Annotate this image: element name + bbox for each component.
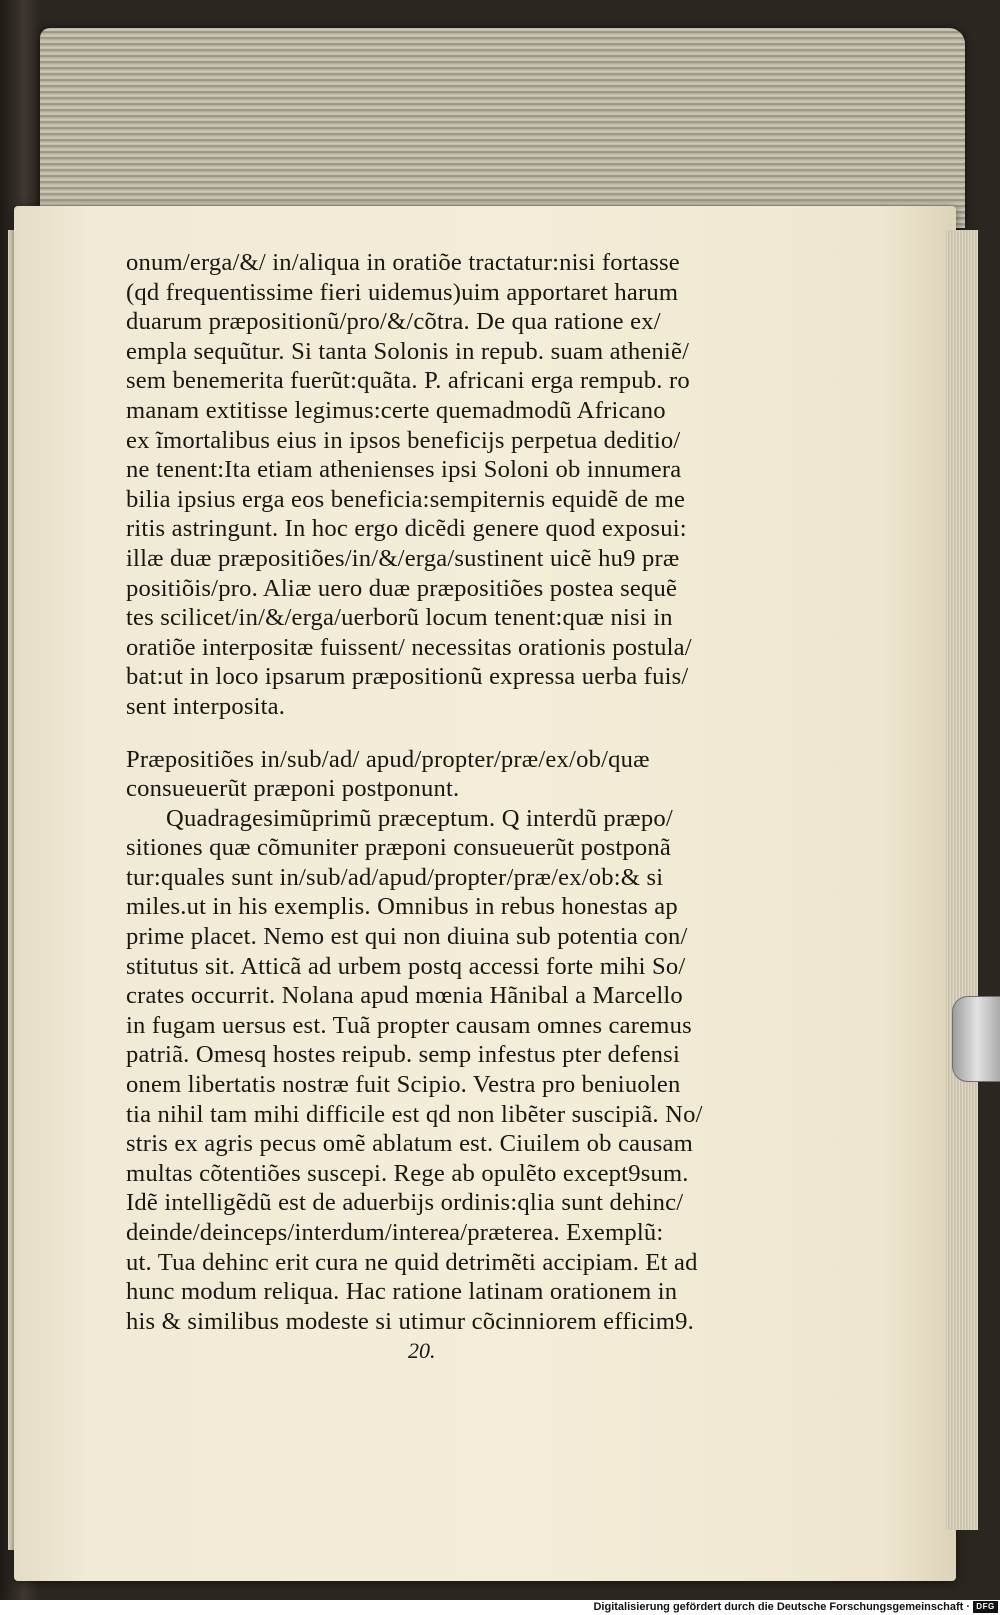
text-line: prime placet. Nemo est qui non diuina sub potentia con/ <box>126 923 688 951</box>
text-line: onem libertatis nostræ fuit Scipio. Vestra pro beniuolen <box>126 1071 681 1099</box>
text-line: sent interposita. <box>126 692 286 720</box>
text-line: tes scilicet/in/&/erga/uerborũ locum tenent:quæ nisi in <box>126 604 673 632</box>
dfg-logo: DFG <box>973 1601 998 1613</box>
text-line: sem benemerita fuerũt:quãta. P. africani erga rempub. ro <box>126 367 690 395</box>
text-line: in fugam uersus est. Tuã propter causam omnes caremus <box>126 1011 692 1039</box>
text-line: stitutus sit. Atticã ad urbem postq accessi forte mihi So/ <box>126 952 686 980</box>
text-line: deinde/deinceps/interdum/interea/præterea. Exemplũ: <box>126 1219 664 1246</box>
text-line: tia nihil tam mihi difficile est qd non libẽter suscipiã. No/ <box>126 1100 703 1128</box>
text-line: crates occurrit. Nolana apud mœnia Hãnibal a Marcello <box>126 982 683 1010</box>
page-text <box>126 248 852 1336</box>
text-line: patriã. Omesq hostes reipub. semp infestus pter defensi <box>126 1041 680 1069</box>
text-line: (qd frequentissime fieri uidemus)uim apportaret harum <box>126 278 679 306</box>
digitization-credit: Digitalisierung gefördert durch die Deutsche Forschungsgemeinschaft · <box>593 1601 970 1613</box>
text-line: ritis astringunt. In hoc ergo dicẽdi genere quod exposui: <box>126 515 687 543</box>
footer-bar <box>0 1600 1000 1615</box>
text-line: duarum præpositionũ/pro/&/cõtra. De qua ratione ex/ <box>126 308 661 336</box>
page-edges <box>40 28 965 228</box>
text-line: manam extitisse legimus:certe quemadmodũ Africano <box>126 396 666 424</box>
text-line: sitiones quæ cõmuniter præponi consueuerũt postponã <box>126 834 672 862</box>
text-line: multas cõtentiões suscepi. Rege ab opulẽto except9sum. <box>126 1159 689 1187</box>
text-line: stris ex agris pecus omẽ ablatum est. Ciuilem ob causam <box>126 1130 693 1158</box>
text-line: Idẽ intelligẽdũ est de aduerbijs ordinis:qlia sunt dehinc/ <box>126 1189 684 1217</box>
text-line: empla sequũtur. Si tanta Solonis in repub. suam atheniẽ/ <box>126 337 690 365</box>
text-line: tur:quales sunt in/sub/ad/apud/propter/præ/ex/ob:& si <box>126 863 664 891</box>
paragraph-2 <box>126 745 852 1337</box>
text-line: consueuerũt præponi postponunt. <box>126 775 460 803</box>
text-line: ex ĩmortalibus eius in ipsos beneficijs perpetua deditio/ <box>126 426 681 454</box>
text-line: illæ duæ præpositiões/in/&/erga/sustinent uicẽ hu9 præ <box>126 544 680 572</box>
folio-number: 20. <box>408 1338 436 1363</box>
text-line: positiõis/pro. Aliæ uero duæ præpositiões postea sequẽ <box>126 574 678 602</box>
text-line: miles.ut in his exemplis. Omnibus in rebus honestas ap <box>126 893 678 921</box>
right-page-edges <box>946 230 978 1530</box>
text-line: onum/erga/&/ in/aliqua in oratiõe tractatur:nisi fortasse <box>126 249 680 276</box>
paragraph-1 <box>126 248 852 722</box>
text-line: oratiõe interpositæ fuissent/ necessitas orationis postula/ <box>126 633 692 661</box>
text-line: bat:ut in loco ipsarum præpositionũ expressa uerba fuis/ <box>126 663 689 691</box>
text-line: ne tenent:Ita etiam athenienses ipsi Soloni ob innumera <box>126 456 682 484</box>
text-line: ut. Tua dehinc erit cura ne quid detrimẽti accipiam. Et ad <box>126 1248 698 1276</box>
text-line: his & similibus modeste si utimur cõcinniorem efficim9. <box>126 1307 694 1335</box>
text-line: hunc modum reliqua. Hac ratione latinam orationem in <box>126 1278 678 1306</box>
text-line: Quadragesimũprimũ præceptum. Q interdũ præpo/ <box>166 804 673 832</box>
book-clip <box>952 996 1000 1082</box>
paragraph-gap <box>126 722 852 745</box>
text-line: bilia ipsius erga eos beneficia:sempiternis equidẽ de me <box>126 485 686 513</box>
text-line: Præpositiões in/sub/ad/ apud/propter/præ/ex/ob/quæ <box>126 745 650 773</box>
